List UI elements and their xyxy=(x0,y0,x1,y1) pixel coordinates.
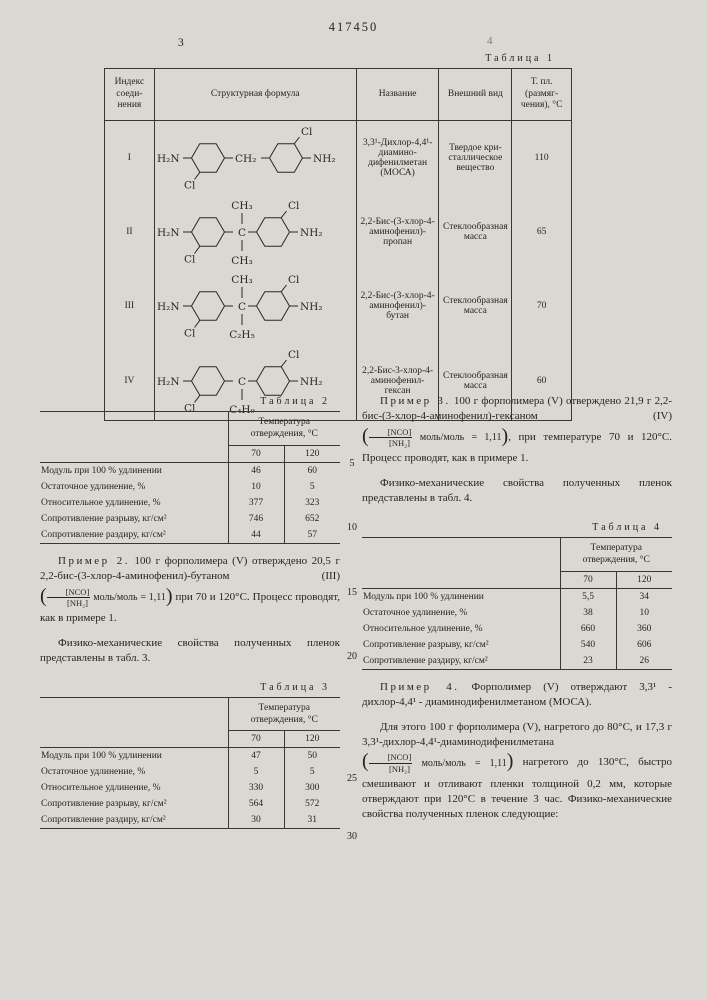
example4-paragraph2 xyxy=(362,720,672,822)
gutter-line-number: 5 xyxy=(349,458,355,469)
mole-ratio-fraction xyxy=(369,427,413,448)
value-120: 31 xyxy=(284,812,340,829)
table-row xyxy=(105,195,572,269)
svg-text:C: C xyxy=(238,376,247,389)
empty-cell xyxy=(362,537,560,571)
property-label: Сопротивление раздиру, кг/см² xyxy=(363,655,488,666)
value-120: 60 xyxy=(284,462,340,479)
svg-text:C: C xyxy=(238,227,247,239)
property-label: Модуль при 100 % удлинении xyxy=(41,465,162,476)
value-120: 5 xyxy=(284,479,340,495)
fraction-denominator: [NH₂] xyxy=(389,438,410,448)
compound-temp: 110 xyxy=(512,121,572,196)
gutter-line-number: 15 xyxy=(347,587,357,598)
svg-text:Cl: Cl xyxy=(184,402,196,415)
chemical-structure-diagram xyxy=(157,269,353,343)
fraction-suffix: моль/моль = 1,11 xyxy=(93,591,166,603)
empty-cell xyxy=(40,445,228,462)
table-row xyxy=(362,537,672,571)
temp-header: Температура отверждения, °С xyxy=(228,412,340,446)
value-70: 564 xyxy=(228,796,284,812)
value-120: 57 xyxy=(284,527,340,544)
svg-text:Cl: Cl xyxy=(288,274,300,286)
svg-text:CH₃: CH₃ xyxy=(231,200,253,212)
svg-text:NH₂: NH₂ xyxy=(300,376,323,389)
value-70: 38 xyxy=(560,605,616,621)
compound-index: IV xyxy=(105,343,155,420)
value-70: 23 xyxy=(560,653,616,670)
empty-cell xyxy=(40,731,228,748)
property-label: Относительное удлинение, % xyxy=(41,497,161,508)
value-70: 47 xyxy=(228,748,284,765)
svg-text:H₂N: H₂N xyxy=(157,227,180,239)
compound-name: 3,3¹-Дихлор-4,4¹-диаминодифенилметан (МОСА) xyxy=(356,121,439,196)
table-row xyxy=(40,445,340,462)
compound-index: II xyxy=(105,195,155,269)
svg-text:Cl: Cl xyxy=(184,327,196,340)
gutter-line-number: 10 xyxy=(347,522,357,533)
property-label: Относительное удлинение, % xyxy=(363,623,483,634)
example3-label: Пример 3. xyxy=(380,395,451,407)
temp-col-120: 120 xyxy=(616,571,672,588)
svg-text:C: C xyxy=(238,301,247,313)
properties-table-3 xyxy=(40,697,340,830)
table-row xyxy=(362,637,672,653)
fraction-denominator: [NH₂] xyxy=(67,597,88,608)
gutter-line-number: 20 xyxy=(347,651,357,662)
example4-text2: нагретого до 130°С, быстро смешивают и отливают пленки толщиной 0,2 мм, которые отверждают при 120°С в течение 3 час. Физико-механические свойства полученных пленок следующие: xyxy=(362,756,672,820)
example2-text1: 100 г форполимера (V) отверждено 20,5 г 2,2-бис-(3-хлор-4-аминофенил)-бутаном (III) xyxy=(40,554,340,582)
table-row xyxy=(40,697,340,731)
property-label: Сопротивление разрыву, кг/см² xyxy=(41,513,167,524)
example2-formula xyxy=(40,584,173,608)
table-row xyxy=(362,588,672,605)
example4-formula xyxy=(362,750,514,774)
svg-text:C₄H₉: C₄H₉ xyxy=(229,404,256,417)
compound-name: 2,2-Бис-3-хлор-4-аминофенилгексан xyxy=(356,343,439,420)
example4-text1: Для этого 100 г форполимера (V), нагретого до 80°С, и 17,3 г 3,3¹-дихлор-4,4¹-диаминодифенилметана xyxy=(362,720,672,748)
empty-cell xyxy=(40,412,228,446)
properties-table-2 xyxy=(40,411,340,544)
fraction-numerator: [NCO] xyxy=(369,427,413,438)
value-70: 5 xyxy=(228,764,284,780)
property-label: Модуль при 100 % удлинении xyxy=(363,591,484,602)
example4-label: Пример 4. xyxy=(380,680,460,693)
svg-text:H₂N: H₂N xyxy=(157,376,180,389)
fraction-numerator: [NCO] xyxy=(369,752,413,763)
value-70: 5,5 xyxy=(560,588,616,605)
value-70: 540 xyxy=(560,637,616,653)
value-70: 330 xyxy=(228,780,284,796)
property-label: Остаточное удлинение, % xyxy=(41,481,146,492)
table-row xyxy=(40,748,340,765)
fraction-numerator: [NCO] xyxy=(47,587,91,598)
compound-temp: 65 xyxy=(512,195,572,269)
temp-col-120: 120 xyxy=(284,445,340,462)
property-label: Сопротивление раздиру, кг/см² xyxy=(41,529,166,540)
close-paren: ) xyxy=(506,750,514,773)
property-label: Относительное удлинение, % xyxy=(41,783,161,794)
property-label: Модуль при 100 % удлинении xyxy=(41,751,162,762)
close-paren: ) xyxy=(501,424,509,447)
value-70: 10 xyxy=(228,479,284,495)
compounds-table-header xyxy=(105,69,572,121)
property-label: Остаточное удлинение, % xyxy=(41,767,146,778)
value-120: 26 xyxy=(616,653,672,670)
compound-temp: 60 xyxy=(512,343,572,420)
right-column xyxy=(362,394,672,822)
table-row xyxy=(40,495,340,511)
table-row xyxy=(40,479,340,495)
table-row xyxy=(40,796,340,812)
property-label: Сопротивление раздиру, кг/см² xyxy=(41,815,166,826)
svg-text:H₂N: H₂N xyxy=(157,153,180,165)
table-row xyxy=(40,780,340,796)
value-120: 360 xyxy=(616,621,672,637)
compound-formula xyxy=(154,195,356,269)
page-number-left: 3 xyxy=(178,37,184,49)
table-row xyxy=(40,412,340,446)
svg-text:Cl: Cl xyxy=(288,200,300,212)
svg-text:NH₂: NH₂ xyxy=(300,301,323,313)
table-row xyxy=(40,731,340,748)
compound-index: III xyxy=(105,269,155,343)
compound-appearance: Стеклообразная масса xyxy=(439,343,512,420)
value-120: 572 xyxy=(284,796,340,812)
value-120: 300 xyxy=(284,780,340,796)
temp-header: Температура отверждения, °С xyxy=(228,697,340,731)
compound-index: I xyxy=(105,121,155,196)
property-label: Остаточное удлинение, % xyxy=(363,607,468,618)
compounds-table xyxy=(104,68,572,421)
temp-col-70: 70 xyxy=(228,731,284,748)
value-120: 34 xyxy=(616,588,672,605)
svg-text:NH₂: NH₂ xyxy=(313,153,336,165)
compound-name: 2,2-Бис-(3-хлор-4-аминофенил)-пропан xyxy=(356,195,439,269)
value-70: 30 xyxy=(228,812,284,829)
value-120: 50 xyxy=(284,748,340,765)
compounds-table-body xyxy=(105,121,572,421)
table-row xyxy=(105,121,572,196)
example2-text2: при 70 и 120°С. Процесс проводят, как в примере 1. xyxy=(40,590,340,624)
table-row xyxy=(40,527,340,544)
col-header-index: Индекс соединения xyxy=(105,69,155,121)
mole-ratio-fraction xyxy=(47,587,91,608)
svg-text:Cl: Cl xyxy=(184,253,196,266)
table4-caption: Таблица 4 xyxy=(592,521,662,533)
col-header-temp: Т. пл. (размягчения), °С xyxy=(512,69,572,121)
left-column xyxy=(40,396,340,829)
temp-header: Температура отверждения, °С xyxy=(560,537,672,571)
col-header-name: Название xyxy=(356,69,439,121)
fraction-suffix: моль/моль = 1,11 xyxy=(421,757,507,769)
compound-temp: 70 xyxy=(512,269,572,343)
table-row xyxy=(40,511,340,527)
col-header-appearance: Внешний вид xyxy=(439,69,512,121)
open-paren: ( xyxy=(40,584,47,607)
svg-text:H₂N: H₂N xyxy=(157,301,180,313)
fraction-suffix: моль/моль = 1,11 xyxy=(419,432,502,444)
compound-name: 2,2-Бис-(3-хлор-4-аминофенил)-бутан xyxy=(356,269,439,343)
property-label: Сопротивление разрыву, кг/см² xyxy=(363,639,489,650)
fraction-denominator: [NH₂] xyxy=(389,763,410,774)
value-70: 377 xyxy=(228,495,284,511)
value-70: 46 xyxy=(228,462,284,479)
table-row xyxy=(40,812,340,829)
value-120: 5 xyxy=(284,764,340,780)
table-row xyxy=(40,764,340,780)
table-row xyxy=(362,621,672,637)
col-header-formula: Структурная формула xyxy=(154,69,356,121)
compound-formula xyxy=(154,269,356,343)
empty-cell xyxy=(362,571,560,588)
empty-cell xyxy=(40,697,228,731)
open-paren: ( xyxy=(362,424,369,447)
value-120: 323 xyxy=(284,495,340,511)
table-row xyxy=(362,571,672,588)
table-row xyxy=(362,605,672,621)
compounds-table-header-row xyxy=(105,69,572,121)
example4-paragraph1 xyxy=(362,680,672,710)
example2-paragraph xyxy=(40,554,340,626)
compound-appearance: Твердое кристаллическое вещество xyxy=(439,121,512,196)
close-paren: ) xyxy=(165,584,173,607)
chemical-structure-diagram xyxy=(157,121,353,195)
value-70: 746 xyxy=(228,511,284,527)
svg-text:CH₃: CH₃ xyxy=(231,274,253,286)
compound-formula xyxy=(154,121,356,196)
table1-caption: Таблица 1 xyxy=(485,53,555,64)
compound-appearance: Стеклообразная масса xyxy=(439,195,512,269)
svg-text:NH₂: NH₂ xyxy=(300,227,323,239)
value-70: 660 xyxy=(560,621,616,637)
gutter-line-number: 30 xyxy=(347,831,357,842)
example3-paragraph2: Физико-механические свойства полученных пленок представлены в табл. 4. xyxy=(362,477,672,504)
example3-text1: 100 г форполимера (V) отверждено 21,9 г 2,2-бис-(3-хлор-4-аминофенил)-гексаном (IV) xyxy=(362,395,672,422)
table2-caption: Таблица 2 xyxy=(260,396,330,407)
table-row xyxy=(362,653,672,670)
value-120: 10 xyxy=(616,605,672,621)
table-row xyxy=(105,269,572,343)
svg-text:CH₃: CH₃ xyxy=(231,255,253,267)
example3-text2: , при температуре 70 и 120°С. Процесс проводят, как в примере 1. xyxy=(362,431,673,465)
svg-text:CH₂: CH₂ xyxy=(235,153,257,165)
open-paren: ( xyxy=(362,750,369,773)
value-120: 652 xyxy=(284,511,340,527)
properties-table-4 xyxy=(362,537,672,670)
table3-caption: Таблица 3 xyxy=(260,681,330,693)
svg-text:Cl: Cl xyxy=(288,349,300,362)
page-number-right: 4 xyxy=(487,35,493,47)
temp-col-70: 70 xyxy=(560,571,616,588)
value-120: 606 xyxy=(616,637,672,653)
value-70: 44 xyxy=(228,527,284,544)
temp-col-120: 120 xyxy=(284,731,340,748)
example3-formula xyxy=(362,424,509,448)
chemical-structure-diagram xyxy=(157,195,353,269)
table-row xyxy=(40,462,340,479)
example2-label: Пример 2. xyxy=(58,554,130,567)
gutter-line-number: 25 xyxy=(347,773,357,784)
svg-text:Cl: Cl xyxy=(184,179,196,192)
svg-text:Cl: Cl xyxy=(301,126,313,138)
patent-number: 417450 xyxy=(328,20,379,34)
temp-col-70: 70 xyxy=(228,445,284,462)
compound-appearance: Стеклообразная масса xyxy=(439,269,512,343)
svg-text:C₂H₅: C₂H₅ xyxy=(229,329,256,341)
example4-text: Форполимер (V) отверждают 3,3¹ - дихлор-4,4¹ - диаминодифенилметаном (МОСА). xyxy=(362,680,672,708)
example3-paragraph xyxy=(362,394,672,466)
example2-paragraph2: Физико-механические свойства полученных пленок представлены в табл. 3. xyxy=(40,636,340,664)
property-label: Сопротивление разрыву, кг/см² xyxy=(41,799,167,810)
mole-ratio-fraction xyxy=(369,752,413,773)
